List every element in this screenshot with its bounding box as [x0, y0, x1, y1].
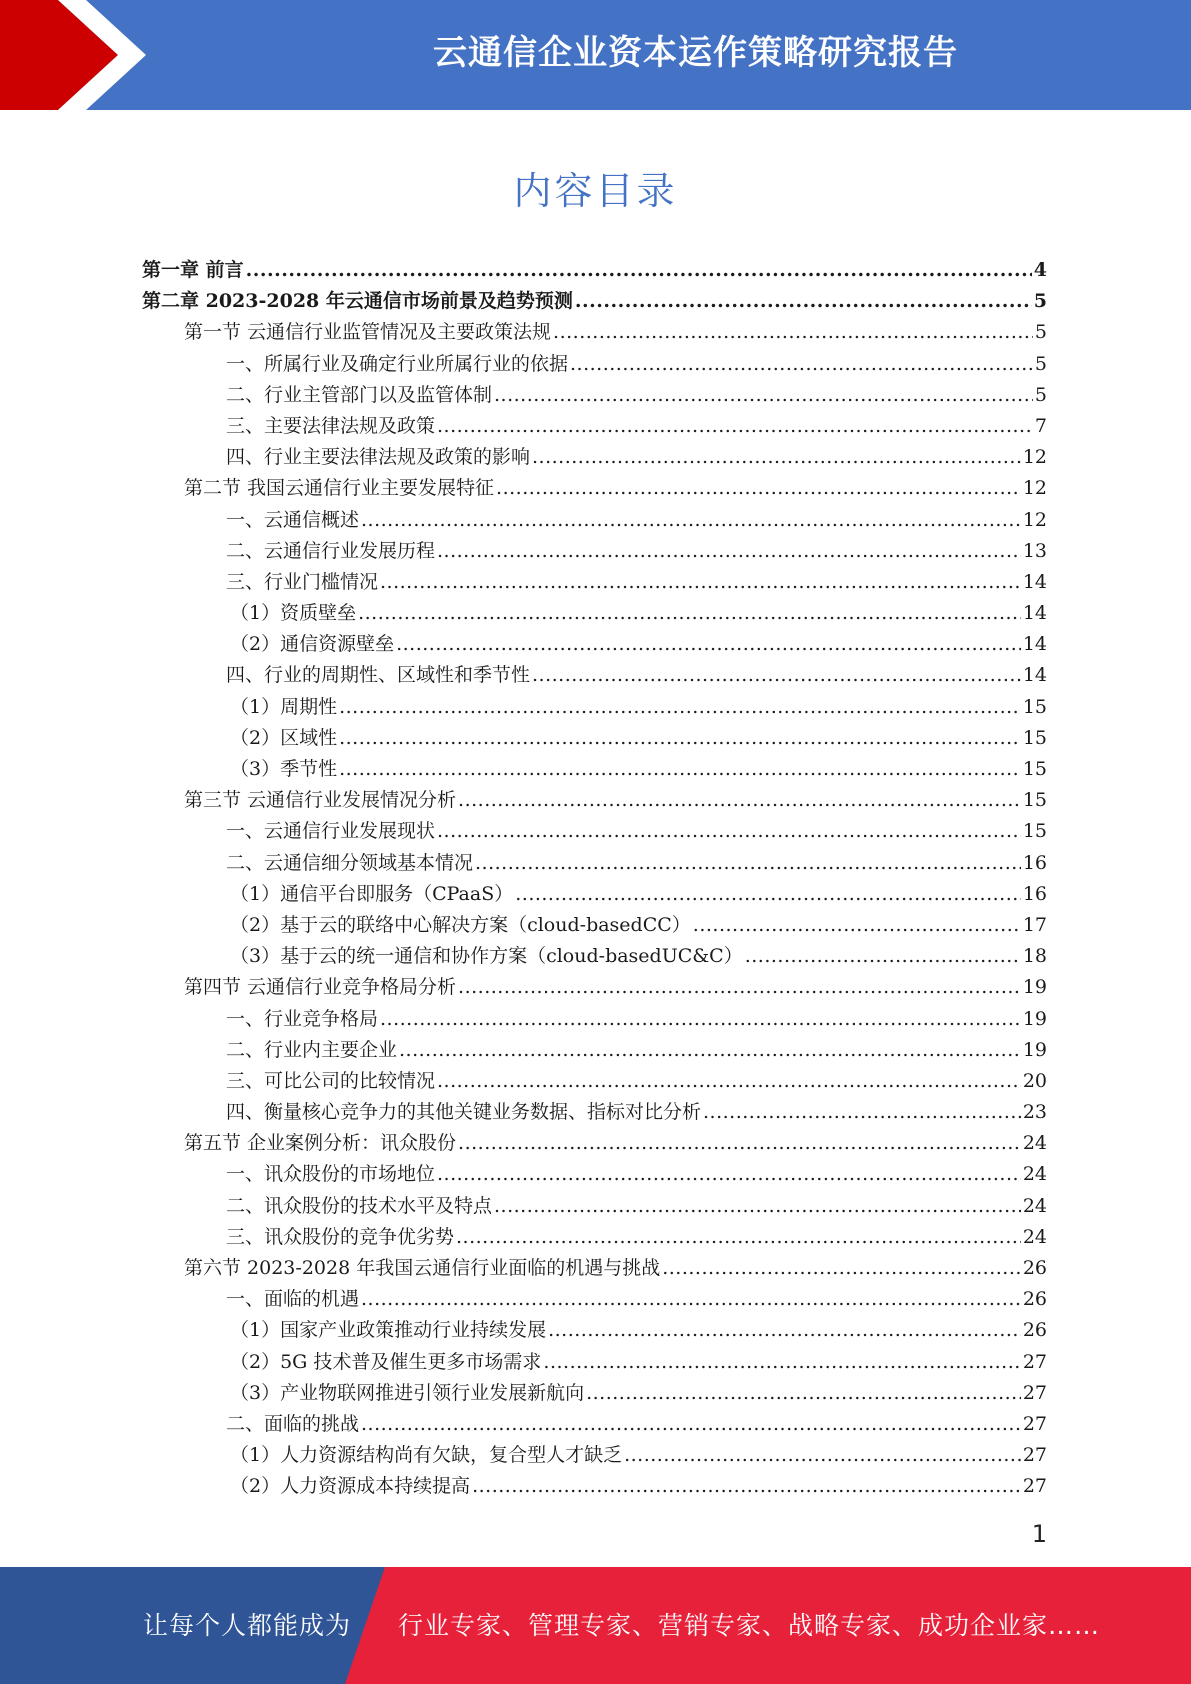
toc-entry-page: 5 [1033, 290, 1047, 313]
toc-entry-page: 15 [1022, 695, 1047, 718]
toc-entry-page: 18 [1022, 945, 1047, 968]
toc-entry[interactable] [142, 473, 1047, 504]
toc-entry[interactable] [142, 1159, 1047, 1190]
toc-dot-leader [456, 1222, 1021, 1253]
toc-entry-title: （2）通信资源壁垒 [230, 633, 395, 656]
toc-dot-leader [437, 411, 1033, 442]
toc-dot-leader [575, 286, 1032, 317]
toc-entry-page: 4 [1033, 259, 1047, 281]
toc-entry[interactable] [142, 1284, 1047, 1315]
toc-entry-page: 27 [1022, 1381, 1047, 1404]
toc-entry-page: 15 [1022, 820, 1047, 843]
toc-entry[interactable] [142, 1222, 1047, 1253]
toc-entry[interactable] [142, 754, 1047, 785]
toc-entry-page: 14 [1022, 664, 1047, 687]
toc-entry-page: 15 [1022, 758, 1047, 780]
report-header-bar [0, 0, 1191, 110]
toc-entry[interactable] [142, 941, 1047, 972]
toc-entry-page: 27 [1022, 1412, 1047, 1435]
toc-entry-title: （3）产业物联网推进引领行业发展新航向 [230, 1381, 585, 1404]
toc-dot-leader [496, 473, 1021, 504]
page-footer [0, 1567, 1191, 1684]
table-of-contents [142, 255, 1047, 1503]
toc-entry[interactable] [142, 380, 1047, 411]
toc-entry[interactable] [142, 1440, 1047, 1471]
toc-dot-leader [494, 1191, 1021, 1222]
toc-entry-page: 26 [1022, 1288, 1047, 1311]
toc-entry-title: 三、行业门槛情况 [226, 570, 379, 593]
toc-dot-leader [703, 1097, 1021, 1128]
toc-entry[interactable] [142, 660, 1047, 691]
toc-entry-title: 一、行业竞争格局 [226, 1007, 379, 1030]
toc-entry[interactable] [142, 848, 1047, 879]
report-title: 云通信企业资本运作策略研究报告 [433, 33, 958, 73]
toc-entry[interactable] [142, 1035, 1047, 1066]
toc-entry[interactable] [142, 692, 1047, 723]
toc-entry-title: 二、云通信行业发展历程 [226, 539, 436, 562]
toc-dot-leader [358, 598, 1021, 629]
toc-dot-leader [693, 910, 1021, 941]
toc-entry-page: 17 [1022, 913, 1047, 936]
toc-entry-page: 26 [1022, 1257, 1047, 1279]
toc-dot-leader [532, 442, 1021, 473]
toc-entry[interactable] [142, 255, 1047, 286]
page-number: 1 [1031, 1520, 1047, 1548]
toc-entry[interactable] [142, 1004, 1047, 1035]
toc-dot-leader [396, 629, 1021, 660]
toc-entry-title: 第一章 前言 [142, 259, 244, 281]
toc-entry-title: 三、讯众股份的竞争优劣势 [226, 1225, 455, 1248]
toc-entry[interactable] [142, 785, 1047, 816]
toc-dot-leader [475, 848, 1021, 879]
toc-entry-title: （1）资质壁垒 [230, 602, 357, 625]
toc-entry-page: 23 [1022, 1101, 1047, 1124]
toc-entry-title: （2）5G 技术普及催生更多市场需求 [230, 1350, 542, 1373]
toc-entry-title: （2）区域性 [230, 726, 338, 749]
toc-entry-page: 15 [1022, 726, 1047, 749]
toc-dot-leader [361, 1409, 1021, 1440]
toc-dot-leader [437, 1159, 1021, 1190]
toc-entry[interactable] [142, 349, 1047, 380]
toc-entry-title: 三、主要法律法规及政策 [226, 414, 436, 437]
toc-heading: 内容目录 [513, 169, 678, 213]
toc-entry-page: 27 [1022, 1475, 1047, 1498]
toc-entry[interactable] [142, 879, 1047, 910]
toc-entry-title: 第六节 2023-2028 年我国云通信行业面临的机遇与挑战 [184, 1257, 661, 1279]
toc-entry-page: 24 [1022, 1225, 1047, 1248]
toc-entry-page: 16 [1022, 882, 1047, 905]
footer-slogan-left: 让每个人都能成为 [143, 1611, 352, 1640]
toc-dot-leader [361, 1284, 1021, 1315]
toc-entry-page: 19 [1022, 1007, 1047, 1030]
toc-entry-title: 第二节 我国云通信行业主要发展特征 [184, 477, 495, 500]
toc-entry-title: 二、行业主管部门以及监管体制 [226, 383, 493, 406]
toc-entry-page: 7 [1034, 414, 1047, 437]
toc-dot-leader [437, 1066, 1021, 1097]
toc-entry-title: 二、行业内主要企业 [226, 1038, 398, 1061]
toc-entry-page: 5 [1034, 383, 1047, 406]
toc-entry[interactable] [142, 629, 1047, 660]
toc-entry-page: 24 [1022, 1194, 1047, 1217]
toc-entry-page: 12 [1022, 508, 1047, 531]
toc-entry-page: 24 [1022, 1132, 1047, 1155]
toc-entry-page: 12 [1022, 477, 1047, 500]
toc-dot-leader [553, 317, 1033, 348]
toc-dot-leader [662, 1253, 1021, 1284]
toc-entry-title: （2）基于云的联络中心解决方案（cloud-basedCC） [230, 913, 691, 936]
toc-dot-leader [399, 1035, 1021, 1066]
toc-dot-leader [515, 879, 1021, 910]
toc-entry-title: 一、云通信概述 [226, 508, 360, 531]
toc-entry[interactable] [142, 723, 1047, 754]
toc-entry[interactable] [142, 910, 1047, 941]
toc-entry-page: 5 [1034, 321, 1047, 344]
toc-dot-leader [339, 692, 1021, 723]
toc-dot-leader [494, 380, 1033, 411]
toc-entry-page: 19 [1022, 976, 1047, 999]
toc-dot-leader [586, 1378, 1021, 1409]
toc-entry-page: 24 [1022, 1163, 1047, 1186]
toc-dot-leader [548, 1315, 1021, 1346]
toc-dot-leader [437, 816, 1021, 847]
footer-slogan-right: 行业专家、管理专家、营销专家、战略专家、成功企业家…… [398, 1611, 1101, 1640]
toc-entry-page: 20 [1022, 1069, 1047, 1092]
toc-entry-title: 二、面临的挑战 [226, 1412, 360, 1435]
toc-entry[interactable] [142, 1315, 1047, 1346]
toc-entry-title: （1）周期性 [230, 695, 338, 718]
toc-entry[interactable] [142, 1097, 1047, 1128]
toc-entry-title: （2）人力资源成本持续提高 [230, 1475, 471, 1498]
toc-entry[interactable] [142, 1347, 1047, 1378]
toc-entry-title: 二、讯众股份的技术水平及特点 [226, 1194, 493, 1217]
toc-entry[interactable] [142, 972, 1047, 1003]
toc-entry[interactable] [142, 816, 1047, 847]
toc-entry[interactable] [142, 1191, 1047, 1222]
toc-dot-leader [458, 1128, 1021, 1159]
toc-entry-title: 一、面临的机遇 [226, 1288, 360, 1311]
toc-entry-page: 13 [1022, 539, 1047, 562]
toc-entry-title: （3）季节性 [230, 758, 338, 780]
toc-entry-title: 四、行业的周期性、区域性和季节性 [226, 664, 531, 687]
toc-entry-page: 27 [1022, 1350, 1047, 1373]
toc-entry-page: 19 [1022, 1038, 1047, 1061]
toc-dot-leader [543, 1347, 1020, 1378]
toc-entry[interactable] [142, 1378, 1047, 1409]
toc-entry-page: 15 [1022, 789, 1047, 812]
toc-dot-leader [472, 1471, 1021, 1502]
toc-entry[interactable] [142, 567, 1047, 598]
toc-dot-leader [624, 1440, 1021, 1471]
toc-entry-title: （1）通信平台即服务（CPaaS） [230, 882, 514, 905]
toc-dot-leader [458, 972, 1021, 1003]
toc-entry-title: 一、所属行业及确定行业所属行业的依据 [226, 352, 569, 375]
toc-entry-title: 一、云通信行业发展现状 [226, 820, 436, 843]
toc-entry-title: 第一节 云通信行业监管情况及主要政策法规 [184, 321, 552, 344]
toc-dot-leader [745, 941, 1021, 972]
toc-dot-leader [437, 536, 1021, 567]
toc-entry-title: 第五节 企业案例分析：讯众股份 [184, 1132, 457, 1155]
toc-entry-page: 12 [1022, 446, 1047, 469]
toc-entry-title: （3）基于云的统一通信和协作方案（cloud-basedUC&C） [230, 945, 743, 968]
toc-entry-title: 四、衡量核心竞争力的其他关键业务数据、指标对比分析 [226, 1101, 702, 1124]
toc-entry[interactable] [142, 1471, 1047, 1502]
toc-dot-leader [380, 567, 1021, 598]
toc-entry-title: 三、可比公司的比较情况 [226, 1069, 436, 1092]
toc-entry[interactable] [142, 598, 1047, 629]
toc-dot-leader [339, 723, 1021, 754]
toc-dot-leader [380, 1004, 1021, 1035]
toc-entry-title: （1）国家产业政策推动行业持续发展 [230, 1319, 547, 1342]
toc-entry-title: 二、云通信细分领域基本情况 [226, 851, 474, 874]
toc-dot-leader [246, 255, 1032, 286]
toc-entry[interactable] [142, 1066, 1047, 1097]
toc-entry-page: 14 [1022, 633, 1047, 656]
toc-entry-page: 5 [1034, 352, 1047, 375]
toc-entry-page: 27 [1022, 1444, 1047, 1467]
toc-entry-page: 26 [1022, 1319, 1047, 1342]
toc-dot-leader [339, 754, 1021, 785]
toc-entry-title: 一、讯众股份的市场地位 [226, 1163, 436, 1186]
toc-entry[interactable] [142, 505, 1047, 536]
toc-entry[interactable] [142, 1128, 1047, 1159]
toc-entry-page: 16 [1022, 851, 1047, 874]
toc-entry-title: 第二章 2023-2028 年云通信市场前景及趋势预测 [142, 290, 573, 313]
toc-entry[interactable] [142, 442, 1047, 473]
toc-entry-title: 第四节 云通信行业竞争格局分析 [184, 976, 457, 999]
toc-entry-page: 14 [1022, 602, 1047, 625]
toc-entry[interactable] [142, 286, 1047, 317]
toc-dot-leader [570, 349, 1033, 380]
toc-entry-title: 第三节 云通信行业发展情况分析 [184, 789, 457, 812]
toc-entry-title: （1）人力资源结构尚有欠缺，复合型人才缺乏 [230, 1444, 623, 1467]
toc-entry[interactable] [142, 536, 1047, 567]
header-chevron-decoration [0, 0, 150, 110]
toc-dot-leader [458, 785, 1021, 816]
toc-entry[interactable] [142, 411, 1047, 442]
toc-entry[interactable] [142, 1253, 1047, 1284]
toc-dot-leader [361, 505, 1021, 536]
toc-entry[interactable] [142, 1409, 1047, 1440]
toc-entry-title: 四、行业主要法律法规及政策的影响 [226, 446, 531, 469]
toc-dot-leader [532, 660, 1021, 691]
toc-entry[interactable] [142, 317, 1047, 348]
toc-entry-page: 14 [1022, 570, 1047, 593]
